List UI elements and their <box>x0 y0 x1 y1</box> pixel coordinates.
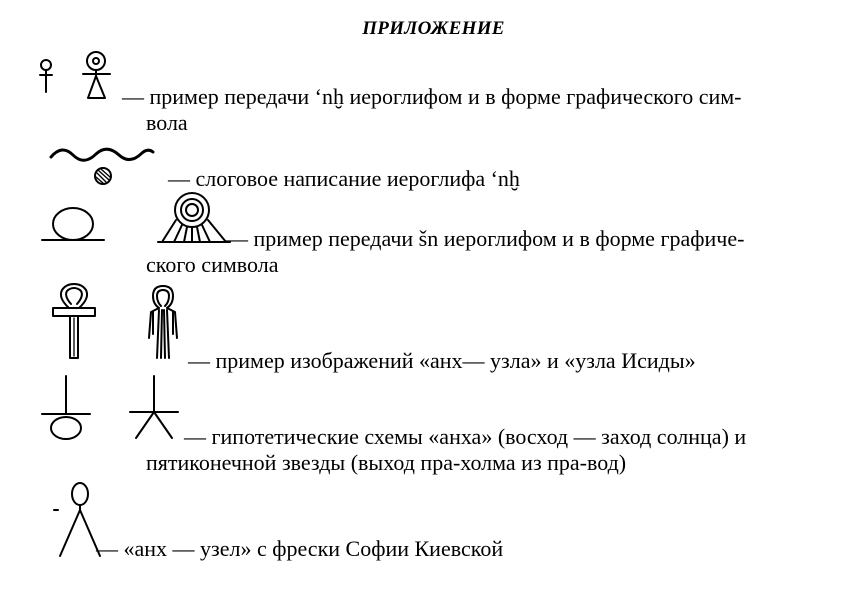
sunrise-scheme-icon <box>38 372 98 442</box>
entry-5-line-1: — гипотетические схемы «анха» (восход — заход солнца) и <box>184 424 747 449</box>
shen-symbol-icon <box>154 190 234 250</box>
entry-3-line-1: — пример передачи šn иероглифом и в форме графиче- <box>226 226 745 251</box>
entry-6-line-1: — «анх — узел» с фрески Софии Киевской <box>96 536 504 561</box>
water-ripple-icon <box>48 140 156 188</box>
shen-hieroglyph-icon <box>38 200 108 250</box>
ankh-knot-icon <box>50 282 100 362</box>
appendix-title: ПРИЛОЖЕНИЕ <box>362 18 505 39</box>
isis-knot-icon <box>143 282 183 362</box>
ankh-hieroglyph-icon <box>36 56 58 96</box>
entry-1-line-1: — пример передачи ‘nḫ иероглифом и в форме графического сим- <box>122 84 742 109</box>
star-scheme-icon <box>126 372 182 442</box>
entry-3-line-2: ского символа <box>146 252 279 277</box>
entry-1-line-2: вола <box>146 110 188 135</box>
entry-2-line-1: — слоговое написание иероглифа ‘nḫ <box>168 166 520 191</box>
entry-5-line-2: пятиконечной звезды (выход пра-холма из пра-вод) <box>146 450 627 475</box>
ankh-symbol-icon <box>78 50 118 104</box>
entry-4-line-1: — пример изображений «анх— узла» и «узла Исиды» <box>188 348 696 373</box>
